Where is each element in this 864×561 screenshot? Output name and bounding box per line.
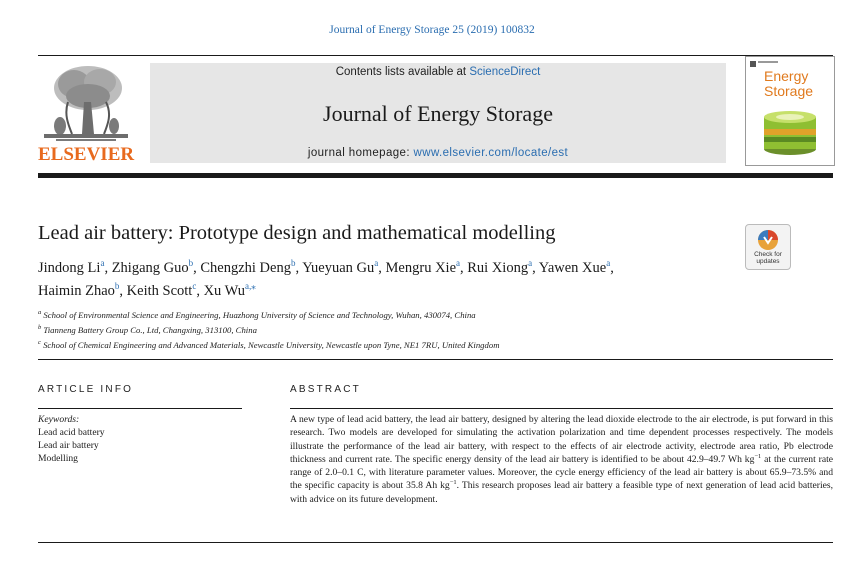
author[interactable]: Xu $Wu^{a,⁎}$ — [203, 281, 256, 299]
keyword: Lead acid battery — [38, 427, 105, 438]
homepage-link[interactable]: www.elsevier.com/locate/est — [413, 147, 569, 159]
check-updates-line2: updates — [756, 258, 780, 265]
affiliation: $^a$ School of Environmental Science and Engineering, Huazhong University of Science and Technology, Wuhan, 430074, China — [38, 309, 476, 320]
elsevier-tree-icon — [38, 62, 134, 144]
header-bottom-rule — [38, 173, 833, 178]
author[interactable]: Mengru Xie$^a$ — [385, 258, 460, 276]
section-rule — [38, 359, 833, 360]
sciencedirect-link[interactable]: ScienceDirect — [469, 66, 541, 78]
author[interactable]: Chengzhi Deng$^b$ — [200, 258, 296, 276]
abstract-heading: ABSTRACT — [290, 384, 361, 395]
author[interactable]: Jindong Li$^a$ — [38, 258, 105, 276]
affiliation: $^b$ Tianneng Battery Group Co., Ltd, Changxing, 313100, China — [38, 324, 257, 335]
cover-title-line2: Storage — [764, 83, 814, 99]
check-updates-line1: Check for — [754, 251, 782, 258]
affiliation: $^c$ School of Chemical Engineering and Advanced Materials, Newcastle University, Newcastle upon Tyne, NE1 7RU, United Kingdom — [38, 339, 500, 350]
article-info-rule — [38, 408, 242, 409]
check-updates-icon — [746, 227, 790, 253]
article-info-heading: ARTICLE INFO — [38, 384, 134, 395]
author[interactable]: Zhigang Guo$^b$ — [111, 258, 194, 276]
author[interactable]: Yueyuan Gu$^a$ — [302, 258, 379, 276]
keywords-block — [38, 413, 105, 465]
keyword: Lead air battery — [38, 440, 99, 451]
keywords-label: Keywords: — [38, 414, 80, 425]
journal-banner — [150, 63, 726, 163]
cover-title-line1: Energy — [764, 68, 809, 84]
abstract-rule — [290, 408, 833, 409]
journal-homepage — [150, 147, 726, 159]
keyword: Modelling — [38, 453, 78, 464]
author[interactable]: Yawen Xue$^a$ — [538, 258, 611, 276]
journal-cover[interactable] — [745, 56, 835, 166]
journal-name: Journal of Energy Storage — [323, 101, 553, 126]
author[interactable]: Haimin Zhao$^b$ — [38, 281, 120, 299]
abstract-body: A new type of lead acid battery, the lead air battery, designed by altering the lead dioxide electrode to the air electrode, is put forward in this research. Two models are developed for simulating the activation polarization and time dependent processes respectively. The models illustrate the performance of the lead air battery, with respect to the effects of air electrode activity, electrode area ratio, Pb electrode thickness and current rate. The specific energy density of the lead air battery is identified to be about 42.9–49.7 Wh $kg^{-1}$ at the current rate range of 2.0–0.1 C, with literature parameter values. Moreover, the cycle energy efficiency of the lead air battery is about 65.9–73.5% and the specific capacity is about 35.8 Ah $kg^{-1}$. This research proposes lead air battery a feasible type of next generation of lead acid batteries, with advice on its future development. — [290, 414, 833, 505]
contents-prefix: Contents lists available at — [335, 66, 470, 78]
elsevier-wordmark: ELSEVIER — [38, 144, 135, 165]
homepage-prefix: journal homepage: — [307, 147, 414, 159]
contents-line — [150, 66, 726, 78]
paper-title: Lead air battery: Prototype design and mathematical modelling — [38, 222, 556, 244]
elsevier-logo[interactable] — [38, 62, 134, 166]
header-top-rule — [38, 55, 833, 56]
author-list: Jindong Li$^a$, Zhigang Guo$^b$, Chengzhi Deng$^b$, Yueyuan Gu$^a$, Mengru Xie$^a$, Rui Xiong$^a$, Yawen Xue$^a$, Haimin Zhao$^b$, Keith Scott$^c$, Xu $Wu^{a,⁎}$ — [38, 258, 614, 299]
affiliation-list — [38, 308, 828, 353]
author[interactable]: Keith Scott$^c$ — [126, 281, 197, 299]
author[interactable]: Rui Xiong$^a$ — [467, 258, 533, 276]
abstract-bottom-rule — [38, 542, 833, 543]
journal-citation[interactable]: Journal of Energy Storage 25 (2019) 100832 — [329, 24, 535, 36]
